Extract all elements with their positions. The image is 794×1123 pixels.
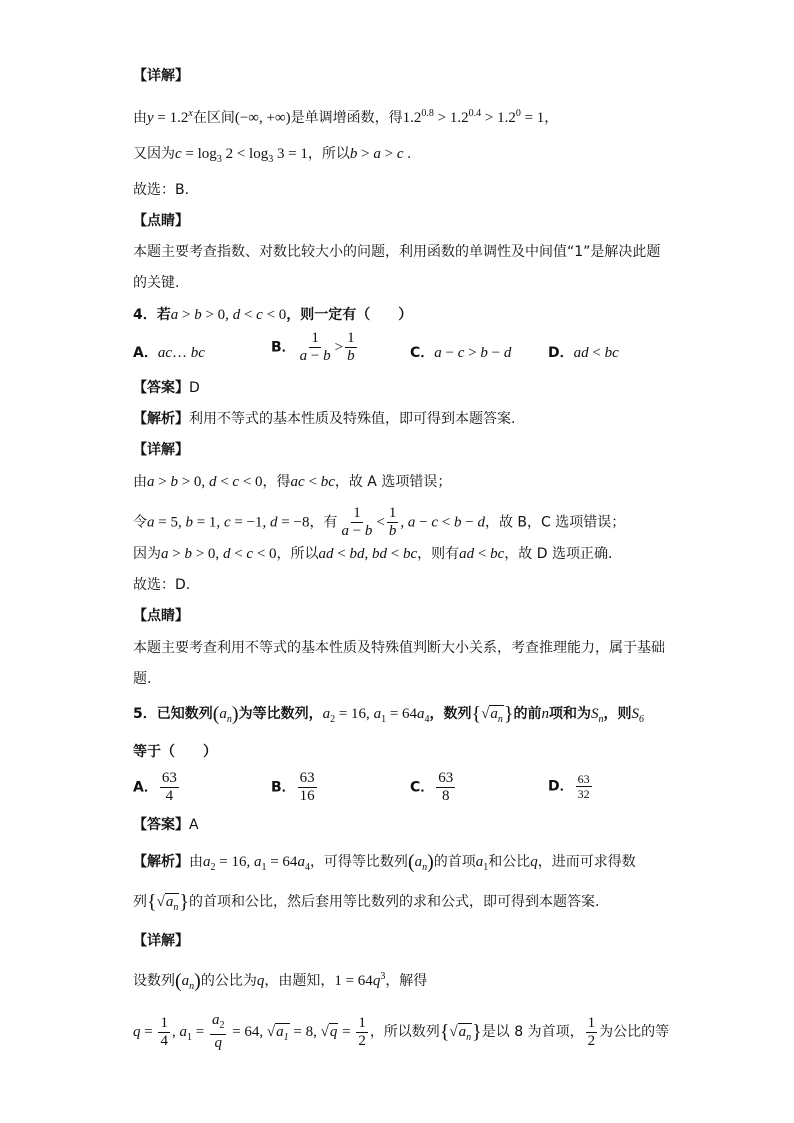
q4-option-a: A．ac… bc [133, 345, 205, 361]
q5-analysis-line-2: 列$\{√a_n\}$的首项和公比，然后套用等比数列的求和公式，即可得到本题答案. [133, 891, 600, 913]
q5-option-b: B． $\frac{63}{16}$ [271, 770, 315, 804]
q3-detail-line-2: 又因为$c = \log_3 2 < \log_3 3 = 1$，所以b > a > c . [133, 146, 412, 165]
q5-option-d: D． $\frac{63}{32}$ [548, 772, 590, 801]
tag-point: 【点睛】 [133, 213, 189, 229]
q5-option-a: A． $\frac{63}{4}$ [133, 770, 177, 804]
q5-option-c: C． $\frac{63}{8}$ [410, 770, 454, 804]
q3-point-1: 本题主要考查指数、对数比较大小的问题，利用函数的单调性及中间值“1”是解决此题 [133, 244, 661, 260]
q4-point-2: 题. [133, 671, 152, 687]
q3-choice: 故选：B. [133, 182, 190, 198]
q4-analysis: 【解析】利用不等式的基本性质及特殊值，即可得到本题答案. [133, 411, 516, 427]
q4-answer: 【答案】D [133, 380, 200, 396]
q4-option-d: D．ad < bc [548, 345, 619, 361]
q5-analysis-line-1: 【解析】由$a_2 = 16$, $a_1 = 64a_4$，可得等比数列$(a_n)$的首项$a_1$和公比q，进而可求得数 [133, 851, 636, 873]
q4-tag-detail: 【详解】 [133, 442, 189, 458]
q4-detail-line-1: 由a > b > 0, d < c < 0，得ac < bc，故 A 选项错误； [133, 474, 452, 490]
q3-detail-line-1: 由$y = 1.2^x$在区间(−∞, +∞)是单调增函数，得$1.2^{0.8} > 1.2^{0.4} > 1.2^0 = 1$， [133, 108, 559, 126]
q4-detail-line-2: 令a = 5, b = 1, c = −1, d = −8，有 $\frac{1}{a - b}$ < $\frac{1}{b}$ , a − c < b − d，故 B，C 选项错误； [133, 505, 626, 539]
q4-tag-point: 【点睛】 [133, 608, 189, 624]
q4-detail-line-3: 因为a > b > 0, d < c < 0，所以ad < bd, bd < bc，则有ad < bc，故 D 选项正确. [133, 546, 613, 562]
q4-option-b: B． $\frac{1}{a - b}$ > $\frac{1}{b}$ [271, 330, 355, 364]
q4-choice: 故选：D. [133, 577, 191, 593]
q5-tag-detail: 【详解】 [133, 933, 189, 949]
q5-stem-line-2: 等于（ ） [133, 744, 217, 760]
q4-option-c: C．a − c > b − d [410, 345, 512, 361]
tag-detail: 【详解】 [133, 68, 189, 84]
q5-stem-line-1: 5．已知数列$(a_n)$为等比数列，$a_2 = 16$, $a_1 = 64a_4$，数列$\{√a_n\}$的前n项和为$S_n$，则$S_6$ [133, 703, 644, 725]
q3-point-2: 的关键. [133, 275, 180, 291]
q5-detail-line-2: q = $\frac{1}{4}$ , $a_1$ = $\frac{a_2}{q}$ = 64, $√a_1 = 8$, √q = $\frac{1}{2}$ ，所以数列$\{√a_n\}$是以 8 为首项， $\frac{1}{2}$ 为公比的等 [133, 1012, 670, 1051]
q4-stem: 4．若a > b > 0, d < c < 0，则一定有（ ） [133, 307, 413, 323]
q5-detail-line-1: 设数列$(a_n)$的公比为q，由题知，$1 = 64q^3$，解得 [133, 970, 428, 992]
q5-answer: 【答案】A [133, 817, 199, 833]
q4-point-1: 本题主要考查利用不等式的基本性质及特殊值判断大小关系，考查推理能力，属于基础 [133, 640, 665, 656]
